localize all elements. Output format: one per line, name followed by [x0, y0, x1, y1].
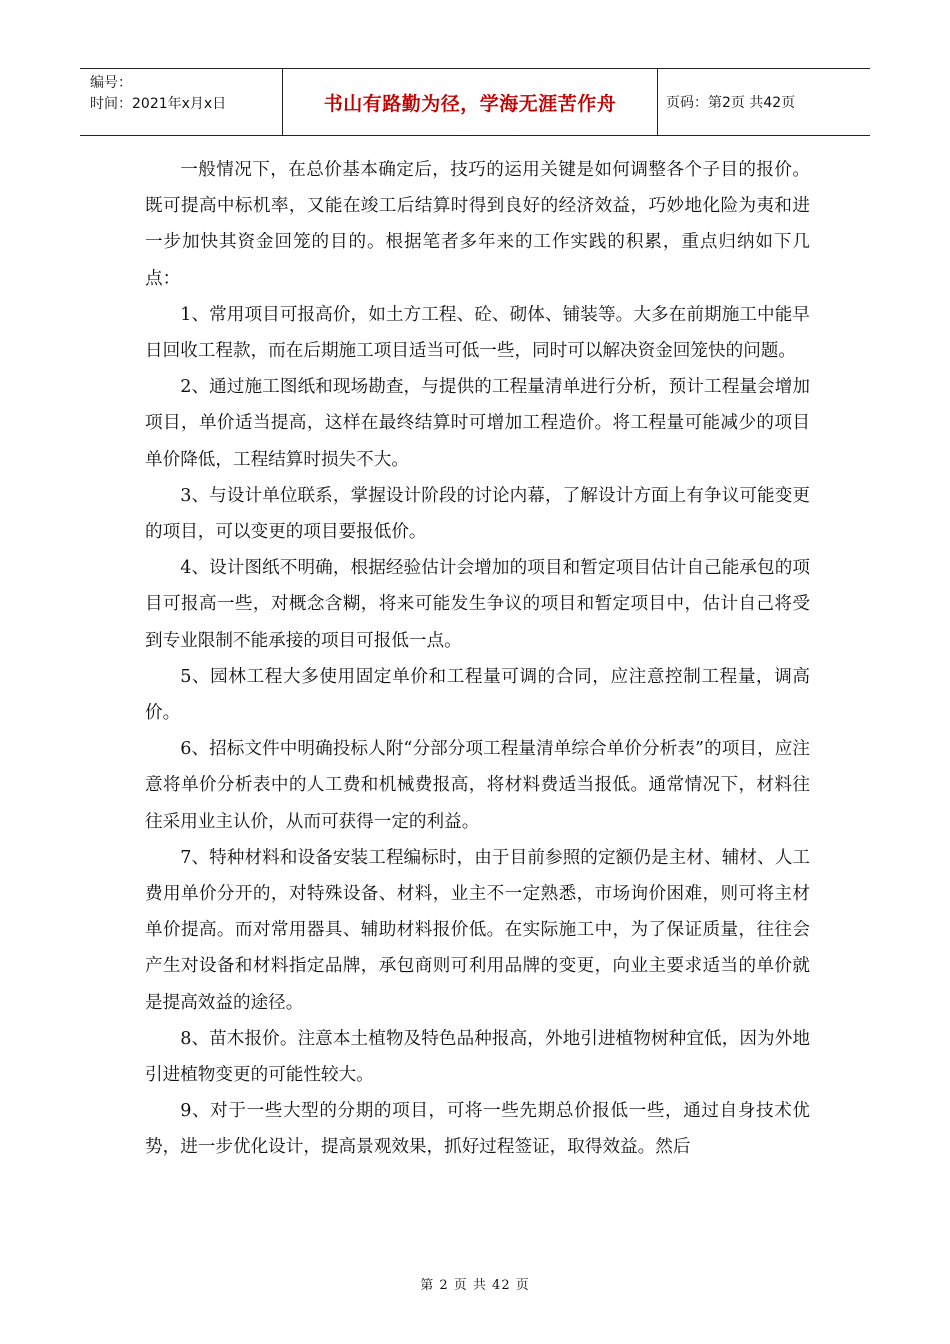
header-page-cell — [658, 69, 870, 135]
header-page-info: 页码：第2页 共42页 — [666, 95, 796, 111]
header-table — [80, 68, 870, 136]
paragraph-item-8: 8、苗木报价。注意本土植物及特色品种报高，外地引进植物树种宜低，因为外地引进植物变更的可能性较大。 — [145, 1028, 810, 1086]
paragraph-item-6: 6、招标文件中明确投标人附“分部分项工程量清单综合单价分析表”的项目，应注意将单价分析表中的人工费和机械费报高，将材料费适当报低。通常情况下，材料往往采用业主认价，从而可获得一定的利益。 — [145, 739, 810, 832]
paragraph-item-4: 4、设计图纸不明确，根据经验估计会增加的项目和暂定项目估计自己能承包的项目可报高一些，对概念含糊，将来可能发生争议的项目和暂定项目中，估计自己将受到专业限制不能承接的项目可报低一点。 — [145, 558, 810, 651]
header-meta-cell — [80, 69, 283, 135]
document-time-label: 时间：2021年x月x日 — [90, 96, 227, 112]
document-body — [145, 152, 810, 1166]
footer-page-number: 第 2 页 共 42 页 — [420, 1278, 530, 1293]
paragraph-item-5: 5、园林工程大多使用固定单价和工程量可调的合同，应注意控制工程量，调高价。 — [145, 666, 810, 724]
paragraph-item-9: 9、对于一些大型的分期的项目，可将一些先期总价报低一些，通过自身技术优势，进一步优化设计，提高景观效果，抓好过程签证，取得效益。然后 — [145, 1101, 810, 1158]
document-number-label: 编号： — [90, 75, 132, 91]
paragraph-item-1: 1、常用项目可报高价，如土方工程、砼、砌体、铺装等。大多在前期施工中能早日回收工程款，而在后期施工项目适当可低一些，同时可以解决资金回笼快的问题。 — [145, 304, 810, 362]
paragraph-intro: 一般情况下，在总价基本确定后，技巧的运用关键是如何调整各个子目的报价。既可提高中标机率，又能在竣工后结算时得到良好的经济效益，巧妙地化险为夷和进一步加快其资金回笼的目的。根据笔者多年来的工作实践的积累，重点归纳如下几点： — [145, 160, 810, 289]
paragraph-item-3: 3、与设计单位联系，掌握设计阶段的讨论内幕，了解设计方面上有争议可能变更的项目，可以变更的项目要报低价。 — [145, 485, 810, 543]
header-motto-cell — [283, 69, 658, 135]
header-motto: 书山有路勤为径，学海无涯苦作舟 — [323, 92, 617, 115]
paragraph-item-2: 2、通过施工图纸和现场勘查，与提供的工程量清单进行分析，预计工程量会增加项目，单价适当提高，这样在最终结算时可增加工程造价。将工程量可能减少的项目单价降低，工程结算时损失不大。 — [145, 377, 810, 470]
page-footer — [0, 1274, 950, 1293]
paragraph-item-7: 7、特种材料和设备安装工程编标时，由于目前参照的定额仍是主材、辅材、人工费用单价分开的，对特殊设备、材料，业主不一定熟悉，市场询价困难，则可将主材单价提高。而对常用器具、辅助材料报价低。在实际施工中，为了保证质量，往往会产生对设备和材料指定品牌，承包商则可利用品牌的变更，向业主要求适当的单价就是提高效益的途径。 — [145, 847, 810, 1013]
